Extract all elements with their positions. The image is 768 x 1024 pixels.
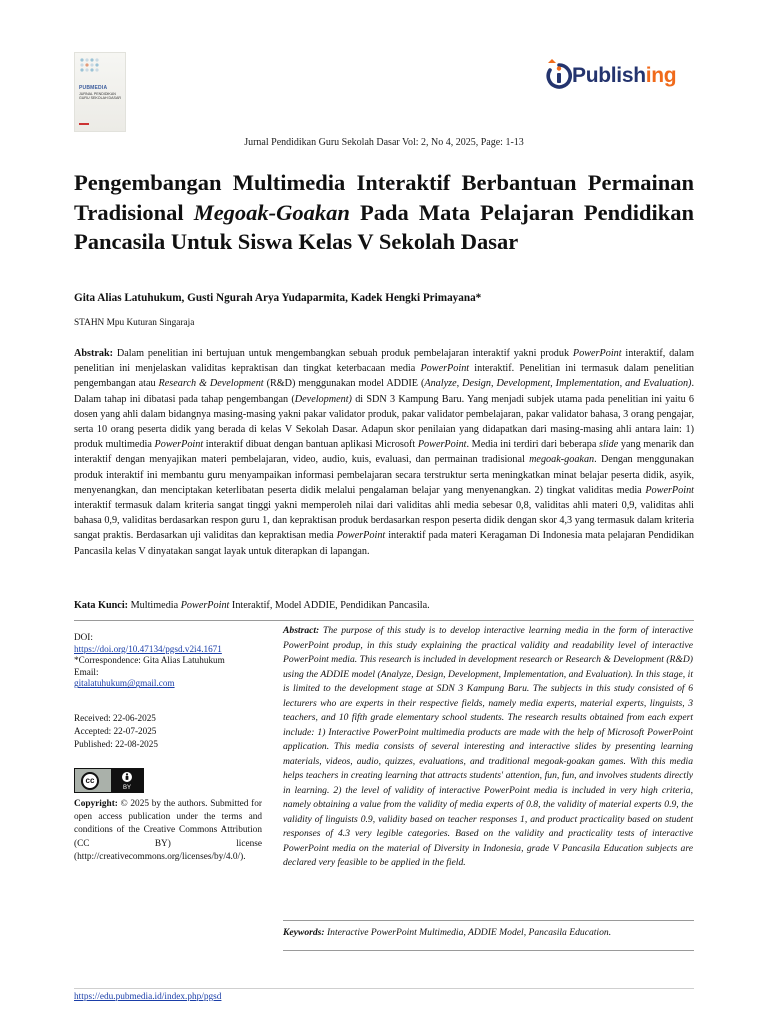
doi-label: DOI: xyxy=(74,632,93,642)
article-metadata xyxy=(74,632,266,690)
keywords-bottom-divider xyxy=(283,950,694,951)
publisher-logo-icon xyxy=(546,59,572,93)
creative-commons-icon: cc xyxy=(81,772,99,790)
email-link[interactable]: gitalatuhukum@gmail.com xyxy=(74,678,175,689)
footer-divider xyxy=(74,988,694,989)
cover-subtitle: JURNAL PENDIDIKAN GURU SEKOLAH DASAR xyxy=(79,92,121,101)
keywords-english: Keywords: Interactive PowerPoint Multimedia, ADDIE Model, Pancasila Education. xyxy=(283,927,612,938)
email-label: Email: xyxy=(74,666,99,677)
by-label: BY xyxy=(122,785,131,791)
attribution-person-icon xyxy=(121,771,133,783)
publisher-name: Publishing xyxy=(572,64,677,87)
cover-logo-icon xyxy=(79,57,101,75)
abstract-indonesian: Abstrak: Dalam penelitian ini bertujuan untuk mengembangkan sebuah produk pembelajaran interaktif yakni produk PowerPoint interaktif, dalam penelitian ini menjelaskan validitas kepraktisan dan tingkat keterbacaan media PowerPoint interaktif. Penelitian ini termasuk dalam penelitian pengembangan atau Research & Development (R&D) menggunakan model ADDIE (Analyze, Design, Development, Implementation, and Evaluation). Dalam tahap ini dibatasi pada tahap pengembangan (Development) di SDN 3 Kampung Baru. Yang menjadi subjek utama pada penelitian ini yaitu 6 dosen yang ahli dalam bidangnya masing-masing yakni pakar validator produk, pakar validator pembelajaran, pakar validator bahasa, 3 orang pengajar, serta 10 orang peserta didik yang berada di kelas V Sekolah Dasar. Adapun skor penilaian yang didapatkan dari masing-masing ahli antara lain: 1) produk multimedia PowerPoint interaktif dibuat dengan bantuan aplikasi Microsoft PowerPoint. Media ini terdiri dari beberapa slide yang menarik dan interaktif dengan menyajikan materi pembelajaran, video, audio, kuis, evaluasi, dan permainan tradisional megoak-goakan. Dengan menggunakan produk interaktif ini membantu guru menyampaikan informasi pembelajaran secara terstruktur serta meningkatkan minat belajar peserta didik, asyik, menyenangkan, dan menciptakan keterlibatan peserta didik melalui pengalaman belajar yang menyenangkan. 2) tingkat validitas media PowerPoint interaktif termasuk dalam kriteria sangat tinggi yakni memperoleh nilai dari validitas ahli media sebesar 0,8, validitas ahli materi 0,9, validitas ahli bahasa 0,9, validitas berdasarkan respon guru 1, dan kepraktisan produk berdasarkan respon peserta didik dengan skor 4,3 yang termasuk dalam kriteria sangat praktis. Berdasarkan uji validitas dan kepraktisan media PowerPoint interaktif pada materi Keragaman Di Indonesia mata pelajaran Pendidikan Pancasila kelas V dinyatakan sangat layak untuk diterapkan di lapangan. xyxy=(74,348,695,557)
journal-website-link[interactable]: https://edu.pubmedia.id/index.php/pgsd xyxy=(74,992,222,1002)
article-title: Pengembangan Multimedia Interaktif Berbantuan Permainan Tradisional Megoak-Goakan Pada Mata Pelajaran Pendidikan Pancasila Untuk Siswa Kelas V Sekolah Dasar xyxy=(74,170,694,254)
publisher-logo xyxy=(546,58,676,94)
abstract-keywords-divider xyxy=(283,920,694,921)
attribution-icon-block xyxy=(111,769,143,792)
published-date: Published: 22-08-2025 xyxy=(74,739,158,750)
copyright-notice: Copyright: © 2025 by the authors. Submitted for open access publication under the terms and conditions of the Creative Commons Attribution (CC BY) license (http://creativecommons.org/licenses/by/4.0/). xyxy=(74,799,262,862)
publication-dates xyxy=(74,712,266,752)
cc-by-license-badge[interactable] xyxy=(74,768,144,793)
abstract-english: Abstract: The purpose of this study is to develop interactive learning media in the form of interactive PowerPoint produp, in this study explaining the practical validity and readability level of interactive PowerPoint media. This research is included in development research or Research & Development (R&D) using the ADDIE model (Analyze, Design, Development, Implementation, and Evaluation). In this stage, it is limited to the development stage at SDN 3 Kampung Baru. The subjects in this study consisted of 6 lecturers who are experts in their respective fields, namely media experts, material experts, linguists, 3 teachers, and 10 fifth grade elementary school students. The research results obtained from each expert include: 1) Interactive PowerPoint multimedia products are made with the help of Microsoft PowerPoint application. This media consists of several interesting and interactive slides by presenting learning materials, videos, audio, quizzes, evaluations, and traditional megoak-goakan games. With this media helps teachers in creating learning that attracts students' attention, fun, fun, and involves students directly in learning. 2) the level of validity of interactive PowerPoint media is included in very high criteria, namely obtaining a value from the validity of media experts of 0.8, the validity of material experts 0.9, the validity of linguists 0.9, validity based on teacher responses 1, and product practicality based on student responses of 4.3 very legible categories. Based on the validity and practicality tests of interactive PowerPoint media on the material of Diversity in Indonesia, grade V Pancasila Education subjects are declared very feasible to be applied in the field. xyxy=(283,625,693,868)
keywords-indonesian: Kata Kunci: Multimedia PowerPoint Interaktif, Model ADDIE, Pendidikan Pancasila. xyxy=(74,600,430,611)
author-list: Gita Alias Latuhukum, Gusti Ngurah Arya Yudaparmita, Kadek Hengki Primayana* xyxy=(74,292,482,304)
cover-title: PUBMEDIA xyxy=(79,85,108,91)
journal-citation-line: Jurnal Pendidikan Guru Sekolah Dasar Vol: 2, No 4, 2025, Page: 1-13 xyxy=(244,137,524,148)
author-affiliation: STAHN Mpu Kuturan Singaraja xyxy=(74,318,195,328)
journal-cover-thumbnail xyxy=(74,52,126,132)
accepted-date: Accepted: 22-07-2025 xyxy=(74,726,157,737)
section-divider xyxy=(74,620,694,621)
received-date: Received: 22-06-2025 xyxy=(74,713,156,723)
doi-link[interactable]: https://doi.org/10.47134/pgsd.v2i4.1671 xyxy=(74,643,222,654)
cover-accent-strip xyxy=(79,123,89,125)
correspondence-line: *Correspondence: Gita Alias Latuhukum xyxy=(74,655,225,666)
